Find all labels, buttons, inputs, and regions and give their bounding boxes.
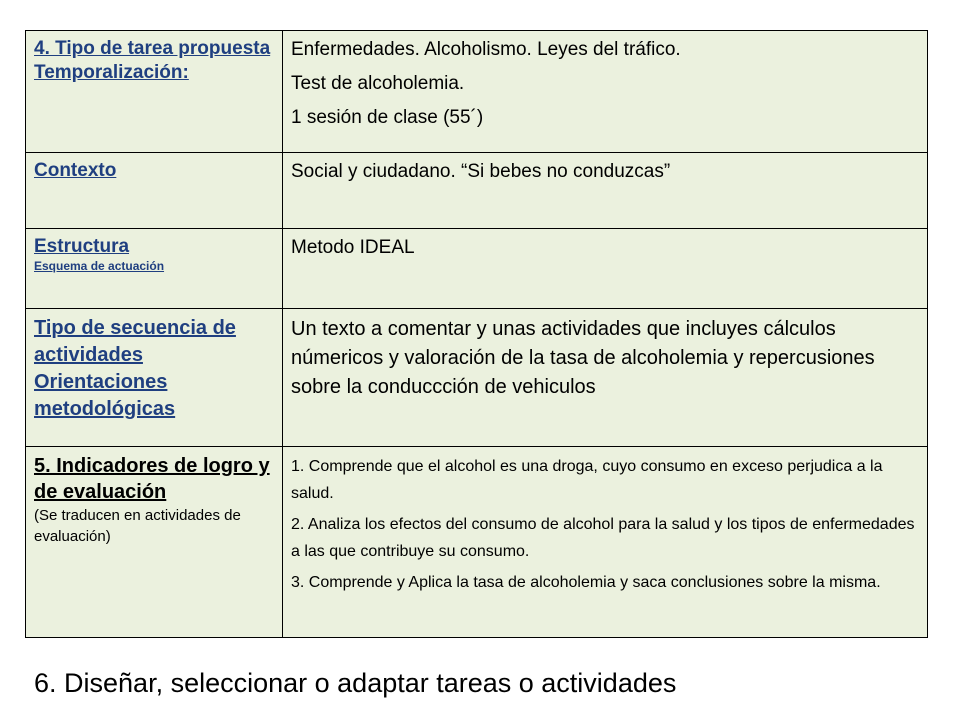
indicators-note: (Se traducen en actividades de evaluación) (34, 507, 241, 545)
structure-text: Metodo IDEAL (291, 237, 415, 258)
table-row-structure (26, 229, 928, 309)
timing-label: Temporalización: (34, 62, 189, 83)
task-type-label: 4. Tipo de tarea propuesta (34, 38, 271, 59)
table-row-context (26, 153, 928, 229)
sequence-text: Un texto a comentar y unas actividades que incluyes cálculos númericos y valoración de la tasa de alcoholemia y repercusiones sobre la conduccción de vehiculos (291, 318, 875, 398)
indicator-1: 1. Comprende que el alcohol es una droga, cuyo consumo en exceso perjudica a la salud. (291, 458, 883, 502)
content-cell (283, 447, 928, 638)
slide-footer-title: 6. Diseñar, seleccionar o adaptar tareas o actividades (34, 668, 677, 698)
content-cell (283, 153, 928, 229)
sequence-label: Tipo de secuencia de actividades (34, 317, 236, 366)
content-cell (283, 31, 928, 153)
table-row-sequence (26, 309, 928, 447)
label-cell (26, 31, 283, 153)
task-test: Test de alcoholemia. (291, 73, 465, 94)
structure-sublabel: Esquema de actuación (34, 259, 165, 273)
table-row-indicators (26, 447, 928, 638)
content-cell (283, 229, 928, 309)
label-cell (26, 153, 283, 229)
label-cell (26, 309, 283, 447)
indicator-3: 3. Comprende y Aplica la tasa de alcoholemia y saca conclusiones sobre la misma. (291, 574, 881, 591)
task-topic: Enfermedades. Alcoholismo. Leyes del tráfico. (291, 39, 681, 60)
structure-label: Estructura (34, 236, 130, 257)
planning-table (25, 30, 928, 638)
guidelines-label: Orientaciones metodológicas (34, 371, 176, 420)
table-row-task-type (26, 31, 928, 153)
context-label: Contexto (34, 160, 117, 181)
context-text: Social y ciudadano. “Si bebes no conduzcas” (291, 161, 671, 182)
indicators-label: 5. Indicadores de logro y de evaluación (34, 455, 270, 503)
indicator-2: 2. Analiza los efectos del consumo de alcohol para la salud y los tipos de enfermedades a las que contribuye su consumo. (291, 516, 915, 560)
label-cell (26, 447, 283, 638)
task-duration: 1 sesión de clase (55´) (291, 107, 484, 128)
content-cell (283, 309, 928, 447)
label-cell (26, 229, 283, 309)
